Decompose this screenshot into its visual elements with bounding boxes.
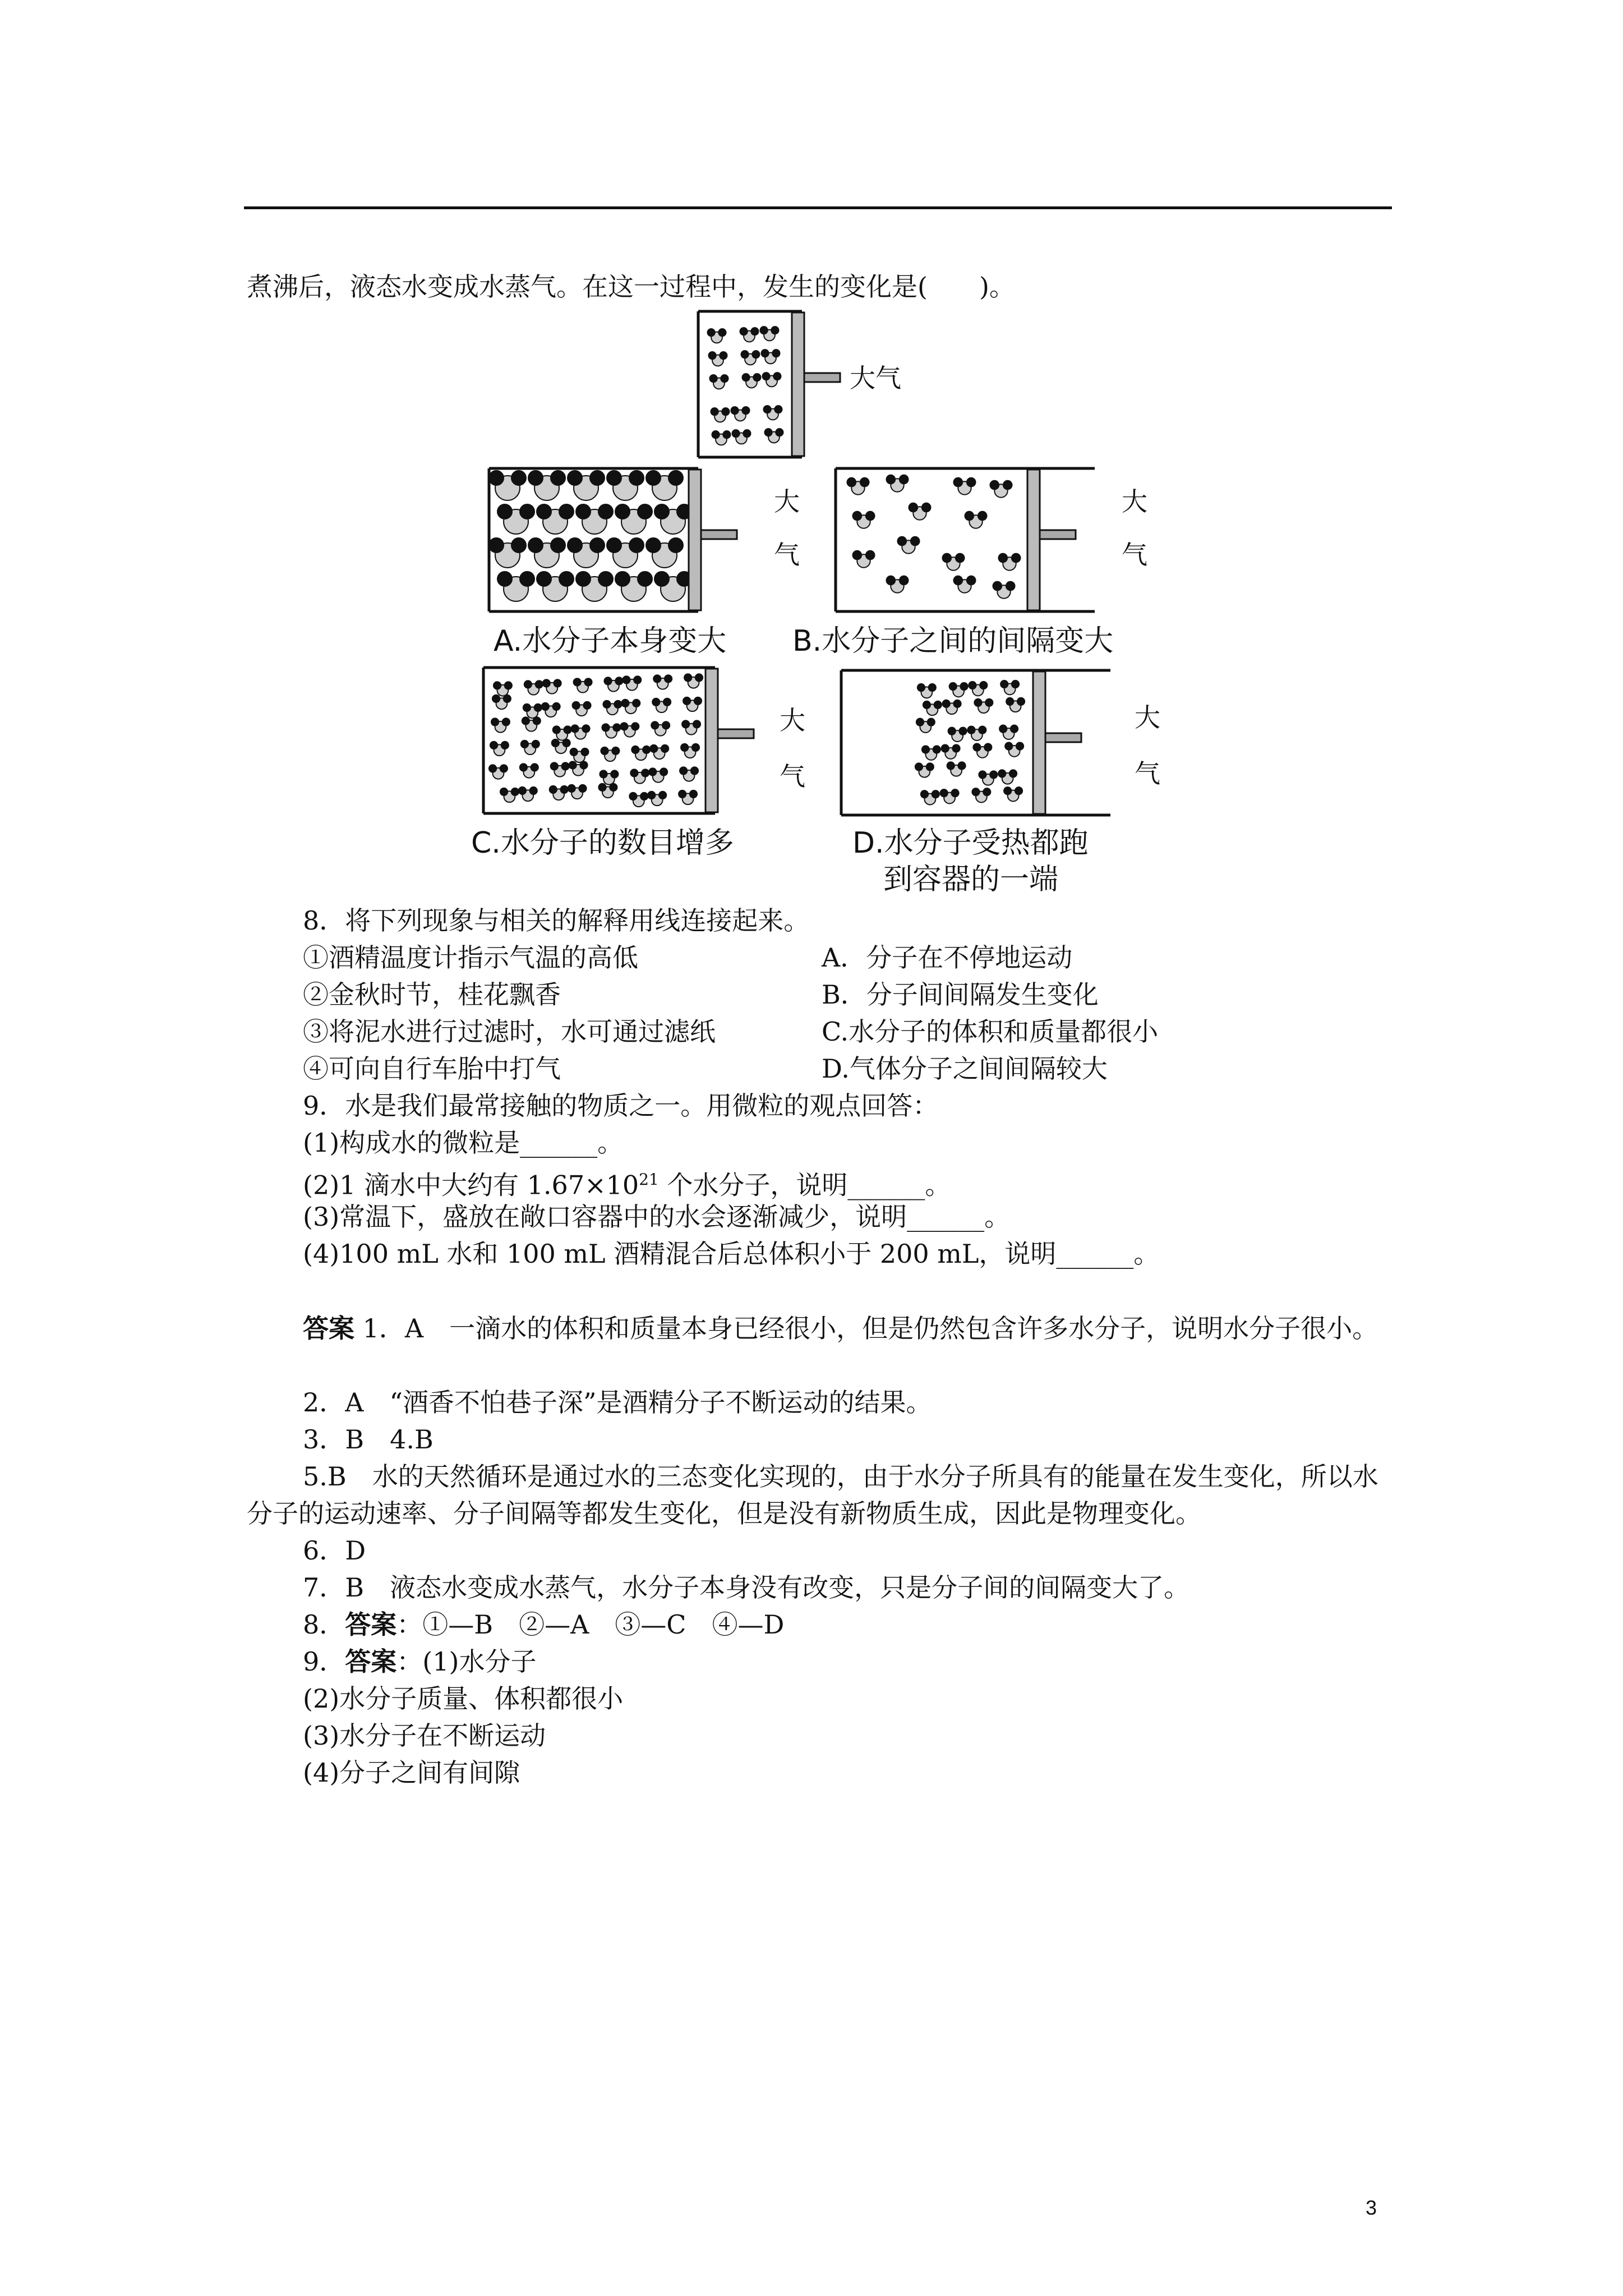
question-8-stem: 8．将下列现象与相关的解释用线连接起来。 <box>303 905 810 936</box>
answer-8: 8．答案：①—B ②—A ③—C ④—D <box>303 1609 785 1640</box>
atmosphere-char-2: 气 <box>774 540 800 570</box>
atmosphere-char-1: 大 <box>1135 702 1160 733</box>
atmosphere-char-2: 气 <box>1135 758 1160 789</box>
answer-7: 7．B 液态水变成水蒸气，水分子本身没有改变，只是分子间的间隔变大了。 <box>303 1572 1190 1603</box>
q9-part-4: (4)100 mL 水和 100 mL 酒精混合后总体积小于 200 mL，说明______。 <box>303 1239 1160 1269</box>
question-9-stem: 9．水是我们最常接触的物质之一。用微粒的观点回答： <box>303 1091 939 1121</box>
answer-3-4: 3．B 4.B <box>303 1424 434 1455</box>
q8-left-item-3: ③将泥水进行过滤时，水可通过滤纸 <box>303 1016 716 1047</box>
q8-right-item-d: D.气体分子之间间隔较大 <box>822 1053 1108 1084</box>
answer-6: 6．D <box>303 1535 366 1566</box>
option-c-label: C.水分子的数目增多 <box>471 826 734 860</box>
question-7-stem: 煮沸后，液态水变成水蒸气。在这一过程中，发生的变化是( )。 <box>247 272 1015 302</box>
atmosphere-char-2: 气 <box>780 761 805 792</box>
container-d <box>841 670 1160 896</box>
q8-left-item-1: ①酒精温度计指示气温的高低 <box>303 942 638 973</box>
option-b-label: B.水分子之间的间隔变大 <box>792 624 1114 658</box>
q8-left-item-4: ④可向自行车胎中打气 <box>303 1053 561 1084</box>
option-d-label-line-1: D.水分子受热都跑 <box>852 826 1089 860</box>
atmosphere-char-1: 大 <box>780 705 805 735</box>
q9-part-1: (1)构成水的微粒是______。 <box>303 1128 624 1158</box>
q8-right-item-c: C.水分子的体积和质量都很小 <box>822 1016 1159 1047</box>
atmosphere-char-1: 大 <box>774 486 800 517</box>
answer-1: 答案 1．A 一滴水的体积和质量本身已经很小，但是仍然包含许多水分子，说明水分子很小。 <box>303 1313 1378 1343</box>
question-7-figure <box>471 300 1178 906</box>
answer-9-part-2: (2)水分子质量、体积都很小 <box>303 1683 624 1714</box>
atmosphere-char-1: 大 <box>1122 486 1147 517</box>
answer-9: 9．答案：(1)水分子 <box>303 1646 537 1677</box>
answer-9-part-4: (4)分子之间有间隙 <box>303 1757 520 1788</box>
container-b <box>792 468 1147 658</box>
option-d-label-line-2: 到容器的一端 <box>883 863 1059 896</box>
atmosphere-label: 大气 <box>850 363 901 393</box>
q9-part-3: (3)常温下，盛放在敞口容器中的水会逐渐减少，说明______。 <box>303 1202 1011 1232</box>
q8-right-item-b: B．分子间间隔发生变化 <box>822 979 1099 1010</box>
answer-2: 2．A “酒香不怕巷子深”是酒精分子不断运动的结果。 <box>303 1387 932 1418</box>
answer-9-part-3: (3)水分子在不断运动 <box>303 1720 546 1751</box>
atmosphere-char-2: 气 <box>1122 540 1147 570</box>
page-number: 3 <box>1366 2196 1377 2219</box>
container-a <box>489 468 800 658</box>
q8-right-item-a: A．分子在不停地运动 <box>822 942 1073 973</box>
q9-part-2: (2)1 滴水中大约有 $1.67\times 10^{21}$ 个水分子，说明______。 <box>303 1170 951 1200</box>
option-a-label: A.水分子本身变大 <box>494 624 727 658</box>
answer-5: 5.B 水的天然循环是通过水的三态变化实现的，由于水分子所具有的能量在发生变化，所以水分子的运动速率、分子间隔等都发生变化，但是没有新物质生成，因此是物理变化。 <box>247 1461 1378 1529</box>
q8-left-item-2: ②金秋时节，桂花飘香 <box>303 979 561 1010</box>
header-rule <box>244 206 1392 209</box>
